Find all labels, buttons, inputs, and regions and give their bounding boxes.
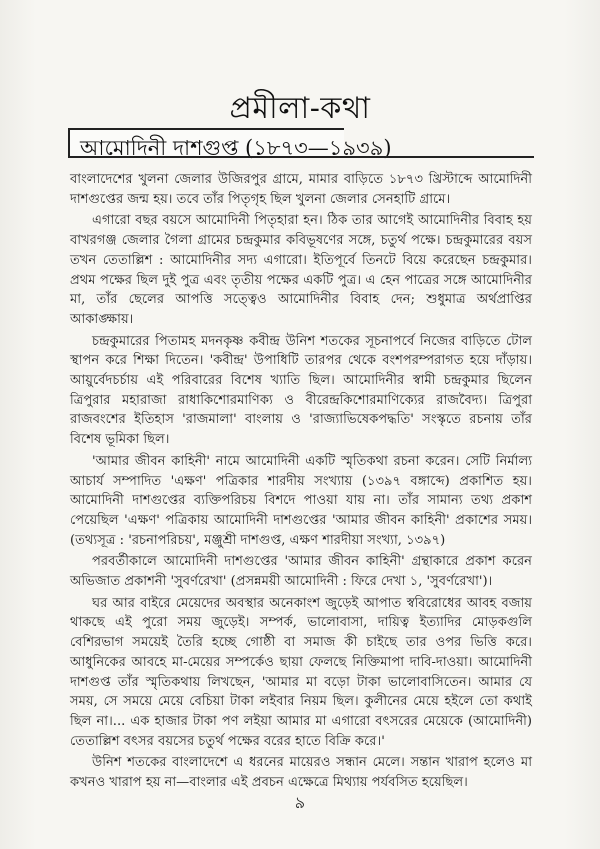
section-header <box>68 128 526 162</box>
page-number: ৯ <box>294 793 306 812</box>
body-text <box>70 170 532 795</box>
paragraph: 'আমার জীবন কাহিনী' নামে আমোদিনী একটি স্মৃতিকথা রচনা করেন। সেটি নির্মাল্য আচার্য সম্পাদিত 'এক্ষণ' পত্রিকার শারদীয় সংখ্যায় (১৩৯৭ বঙ্গাব্দে) প্রকাশিত হয়। আমোদিনী দাশগুপ্তের ব্যক্তিপরিচয় বিশদে পাওয়া যায় না। তাঁর সামান্য তথ্য প্রকাশ পেয়েছিল 'এক্ষণ' পত্রিকায় আমোদিনী দাশগুপ্তের 'আমার জীবন কাহিনী' প্রকাশের সময়। (তথ্যসূত্র : 'রচনাপরিচয়', মঞ্জুশ্রী দাশগুপ্ত, এক্ষণ শারদীয়া সংখ্যা, ১৩৯৭) <box>70 453 532 548</box>
section-heading: আমোদিনী দাশগুপ্ত (১৮৭৩—১৯৩৯) <box>80 136 392 160</box>
paragraph: ঘর আর বাইরে মেয়েদের অবস্থার অনেকাংশ জুড়েই আপাত স্ববিরোধের আবহ বজায় থাকছে এই পুরো সময় জুড়েই। সম্পর্ক, ভালোবাসা, দায়িত্ব ইত্যাদির মোড়কগুলি বেশিরভাগ সময়েই তৈরি হচ্ছে গোষ্ঠী বা সমাজ কী চাইছে তার ওপর ভিত্তি করে। আধুনিকের আবহে মা-মেয়ের সম্পর্কেও ছায়া ফেলছে নিক্তিমাপা দাবি-দাওয়া। আমোদিনী দাশগুপ্ত তাঁর স্মৃতিকথায় লিখছেন, 'আমার মা বড়ো টাকা ভালোবাসিতেন। আমার যে সময়, সে সময়ে মেয়ে বেচিয়া টাকা লইবার নিয়ম ছিল। কুলীনের মেয়ে হইলে তো কথাই ছিল না।... এক হাজার টাকা পণ লইয়া আমার মা এগারো বৎসরের মেয়েকে (আমোদিনী) তেতাল্লিশ বৎসর বয়সের চতুর্থ পক্ষের বরের হাতে বিক্রি করে।' <box>70 595 532 749</box>
page-title: প্রমীলা-কথা <box>229 91 371 126</box>
paragraph: বাংলাদেশের খুলনা জেলার উজিরপুর গ্রামে, মামার বাড়িতে ১৮৭৩ খ্রিস্টাব্দে আমোদিনী দাশগুপ্তের জন্ম হয়। তবে তাঁর পিতৃগৃহ ছিল খুলনা জেলার সেনহাটি গ্রামে। <box>70 172 532 207</box>
paragraph: উনিশ শতকের বাংলাদেশে এ ধরনের মায়েরও সন্ধান মেলে। সন্তান খারাপ হলেও মা কখনও খারাপ হয় না—বাংলার এই প্রবচন এক্ষেত্রে মিথ্যায় পর্যবসিত হয়েছিল। <box>70 755 532 791</box>
paragraph: পরবর্তীকালে আমোদিনী দাশগুপ্তের 'আমার জীবন কাহিনী' গ্রন্থাকারে প্রকাশ করেন অভিজাত প্রকাশনী 'সুবর্ণরেখা' (প্রসন্নময়ী আমোদিনী : ফিরে দেখা ১, 'সুবর্ণরেখা')। <box>70 554 532 590</box>
paragraph: এগারো বছর বয়সে আমোদিনী পিতৃহারা হন। ঠিক তার আগেই আমোদিনীর বিবাহ হয় বাখরগঞ্জ জেলার গৈলা গ্রামের চন্দ্রকুমার কবিভূষণের সঙ্গে, চতুর্থ পক্ষে। চন্দ্রকুমারের বয়স তখন তেতাল্লিশ : আমোদিনীর সদ্য এগারো। ইতিপূর্বে তিনটে বিয়ে করেছেন চন্দ্রকুমার। প্রথম পক্ষের ছিল দুই পুত্র এবং তৃতীয় পক্ষের একটি পুত্র। এ হেন পাত্রের সঙ্গে আমোদিনীর মা, তাঁর ছেলের আপত্তি সত্ত্বেও আমোদিনীর বিবাহ দেন; শুধুমাত্র অর্থপ্রাপ্তির আকাঙ্ক্ষায়। <box>70 213 532 327</box>
section-heading-box <box>68 128 392 160</box>
paragraph: চন্দ্রকুমারের পিতামহ মদনকৃষ্ণ কবীন্দ্র উনিশ শতকের সূচনাপর্বে নিজের বাড়িতে টোল স্থাপন করে শিক্ষা দিতেন। 'কবীন্দ্র' উপাধিটি তারপর থেকে বংশপরম্পরাগত হয়ে দাঁড়ায়। আয়ুর্বেদচর্চায় এই পরিবারের বিশেষ খ্যাতি ছিল। আমোদিনীর স্বামী চন্দ্রকুমার ছিলেন ত্রিপুরার মহারাজা রাধাকিশোরমাণিক্য ও বীরেন্দ্রকিশোরমাণিক্যের রাজবৈদ্য। ত্রিপুরা রাজবংশের ইতিহাস 'রাজমালা' বাংলায় ও 'রাজ্যাভিষেকপদ্ধতি' সংস্কৃতে রচনায় তাঁর বিশেষ ভূমিকা ছিল। <box>70 333 532 448</box>
